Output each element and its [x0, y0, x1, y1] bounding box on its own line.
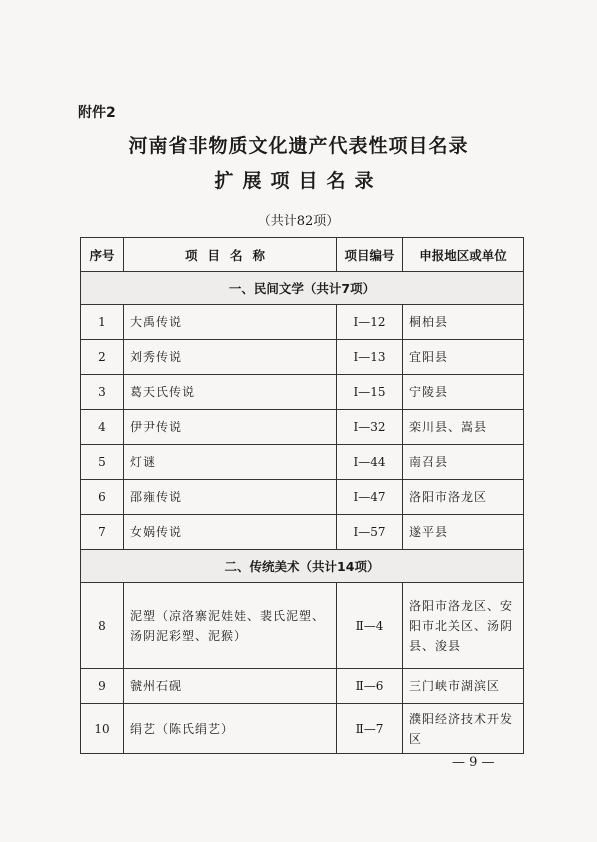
- table-row: [81, 410, 524, 445]
- cell-name: 灯谜: [124, 445, 337, 480]
- cell-seq: 8: [81, 583, 124, 669]
- cell-seq: 1: [81, 305, 124, 340]
- table-header-row: [81, 238, 524, 272]
- cell-region: 栾川县、嵩县: [403, 410, 524, 445]
- header-seq: 序号: [81, 238, 124, 272]
- attachment-label: 附件2: [78, 105, 116, 121]
- header-region: 申报地区或单位: [403, 238, 524, 272]
- cell-seq: 4: [81, 410, 124, 445]
- cell-name: 大禹传说: [124, 305, 337, 340]
- cell-seq: 6: [81, 480, 124, 515]
- table-row: [81, 515, 524, 550]
- header-code: 项目编号: [337, 238, 403, 272]
- cell-region: 宜阳县: [403, 340, 524, 375]
- table-row: [81, 445, 524, 480]
- cell-name: 女娲传说: [124, 515, 337, 550]
- cell-region: 遂平县: [403, 515, 524, 550]
- cell-code: Ⅰ—15: [337, 375, 403, 410]
- section-header-row: [81, 272, 524, 305]
- table-row: [81, 480, 524, 515]
- cell-name: 伊尹传说: [124, 410, 337, 445]
- header-name: 项目名称: [124, 238, 337, 272]
- section-title: 一、民间文学（共计7项）: [81, 272, 524, 305]
- table-row: [81, 583, 524, 669]
- cell-seq: 10: [81, 704, 124, 754]
- total-count: （共计82项）: [257, 214, 340, 229]
- table-row: [81, 340, 524, 375]
- cell-seq: 2: [81, 340, 124, 375]
- cell-seq: 9: [81, 669, 124, 704]
- cell-name: 泥塑（凉洛寨泥娃娃、裴氏泥塑、汤阴泥彩塑、泥猴）: [124, 583, 337, 669]
- cell-name: 绢艺（陈氏绢艺）: [124, 704, 337, 754]
- cell-code: Ⅰ—13: [337, 340, 403, 375]
- cell-region: 宁陵县: [403, 375, 524, 410]
- cell-code: Ⅱ—6: [337, 669, 403, 704]
- cell-code: Ⅰ—47: [337, 480, 403, 515]
- cell-seq: 7: [81, 515, 124, 550]
- table-row: [81, 669, 524, 704]
- cell-code: Ⅱ—4: [337, 583, 403, 669]
- cell-region: 桐柏县: [403, 305, 524, 340]
- table-row: [81, 375, 524, 410]
- cell-code: Ⅱ—7: [337, 704, 403, 754]
- cell-code: Ⅰ—12: [337, 305, 403, 340]
- cell-region: 南召县: [403, 445, 524, 480]
- cell-code: Ⅰ—44: [337, 445, 403, 480]
- section-title: 二、传统美术（共计14项）: [81, 550, 524, 583]
- project-list-table: [80, 237, 524, 754]
- cell-seq: 5: [81, 445, 124, 480]
- table-row: [81, 704, 524, 754]
- cell-region: 洛阳市洛龙区、安阳市北关区、汤阴县、浚县: [403, 583, 524, 669]
- cell-code: Ⅰ—32: [337, 410, 403, 445]
- document-title: 河南省非物质文化遗产代表性项目名录: [128, 135, 469, 157]
- cell-region: 洛阳市洛龙区: [403, 480, 524, 515]
- cell-seq: 3: [81, 375, 124, 410]
- section-header-row: [81, 550, 524, 583]
- cell-name: 葛天氏传说: [124, 375, 337, 410]
- document-subtitle: 扩展项目名录: [214, 170, 383, 192]
- cell-name: 刘秀传说: [124, 340, 337, 375]
- cell-code: Ⅰ—57: [337, 515, 403, 550]
- cell-region: 三门峡市湖滨区: [403, 669, 524, 704]
- cell-name: 邵雍传说: [124, 480, 337, 515]
- table-row: [81, 305, 524, 340]
- cell-name: 虢州石砚: [124, 669, 337, 704]
- cell-region: 濮阳经济技术开发区: [403, 704, 524, 754]
- page-number: — 9 —: [452, 755, 495, 770]
